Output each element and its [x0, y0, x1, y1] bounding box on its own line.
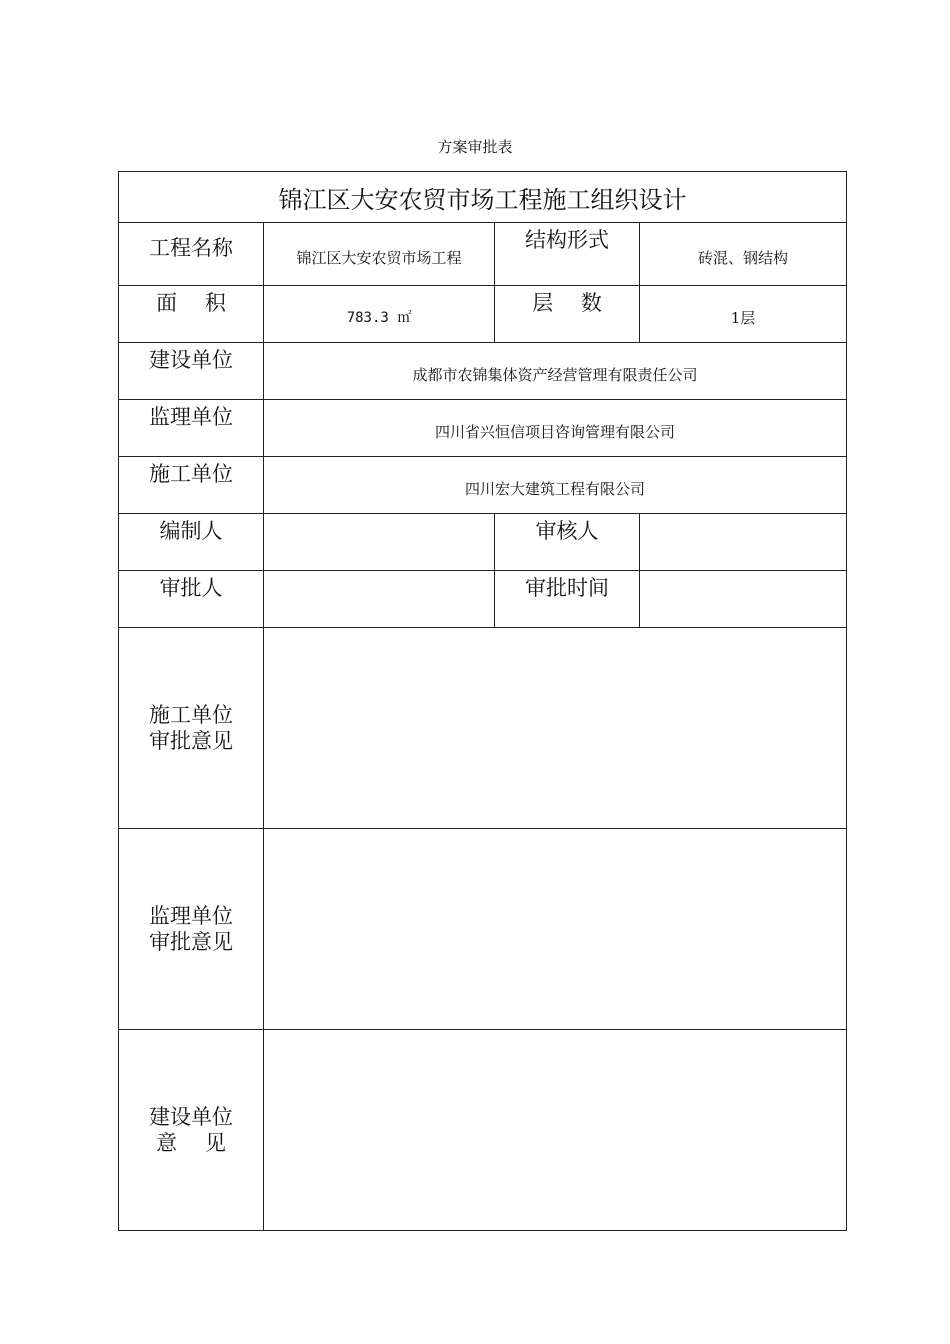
contractor-opinion-label-line2: 审批意见: [149, 729, 233, 753]
reviewer-label: 审核人: [495, 514, 640, 571]
contractor-value[interactable]: 四川宏大建筑工程有限公司: [264, 457, 847, 514]
supervisor-opinion-field[interactable]: [264, 829, 847, 1030]
document-heading: 方案审批表: [437, 138, 513, 156]
supervisor-opinion-label-line2: 审批意见: [149, 930, 233, 954]
contractor-opinion-label-line1: 施工单位: [149, 703, 233, 727]
contractor-opinion-label: [119, 628, 264, 829]
approval-form-table: [118, 171, 847, 1231]
builder-label: 建设单位: [119, 343, 264, 400]
floors-value[interactable]: 1层: [640, 286, 847, 343]
compiler-value[interactable]: [264, 514, 495, 571]
project-title: 锦江区大安农贸市场工程施工组织设计: [119, 172, 847, 223]
supervisor-opinion-label-line1: 监理单位: [149, 904, 233, 928]
reviewer-value[interactable]: [640, 514, 847, 571]
approver-label: 审批人: [119, 571, 264, 628]
floors-label: 层 数: [495, 286, 640, 343]
contractor-label: 施工单位: [119, 457, 264, 514]
approval-time-label: 审批时间: [495, 571, 640, 628]
project-name-label: 工程名称: [119, 223, 264, 286]
builder-opinion-label: [119, 1030, 264, 1231]
builder-value[interactable]: 成都市农锦集体资产经营管理有限责任公司: [264, 343, 847, 400]
supervisor-opinion-label: [119, 829, 264, 1030]
contractor-opinion-field[interactable]: [264, 628, 847, 829]
compiler-label: 编制人: [119, 514, 264, 571]
structure-label: 结构形式: [495, 223, 640, 286]
builder-opinion-field[interactable]: [264, 1030, 847, 1231]
supervisor-value[interactable]: 四川省兴恒信项目咨询管理有限公司: [264, 400, 847, 457]
approver-value[interactable]: [264, 571, 495, 628]
area-value[interactable]: 783.3 ㎡: [264, 286, 495, 343]
structure-value[interactable]: 砖混、钢结构: [640, 223, 847, 286]
area-label: 面 积: [119, 286, 264, 343]
builder-opinion-label-line1: 建设单位: [149, 1105, 233, 1129]
supervisor-label: 监理单位: [119, 400, 264, 457]
approval-time-value[interactable]: [640, 571, 847, 628]
project-name-value[interactable]: 锦江区大安农贸市场工程: [264, 223, 495, 286]
builder-opinion-label-line2: 意 见: [156, 1131, 226, 1155]
